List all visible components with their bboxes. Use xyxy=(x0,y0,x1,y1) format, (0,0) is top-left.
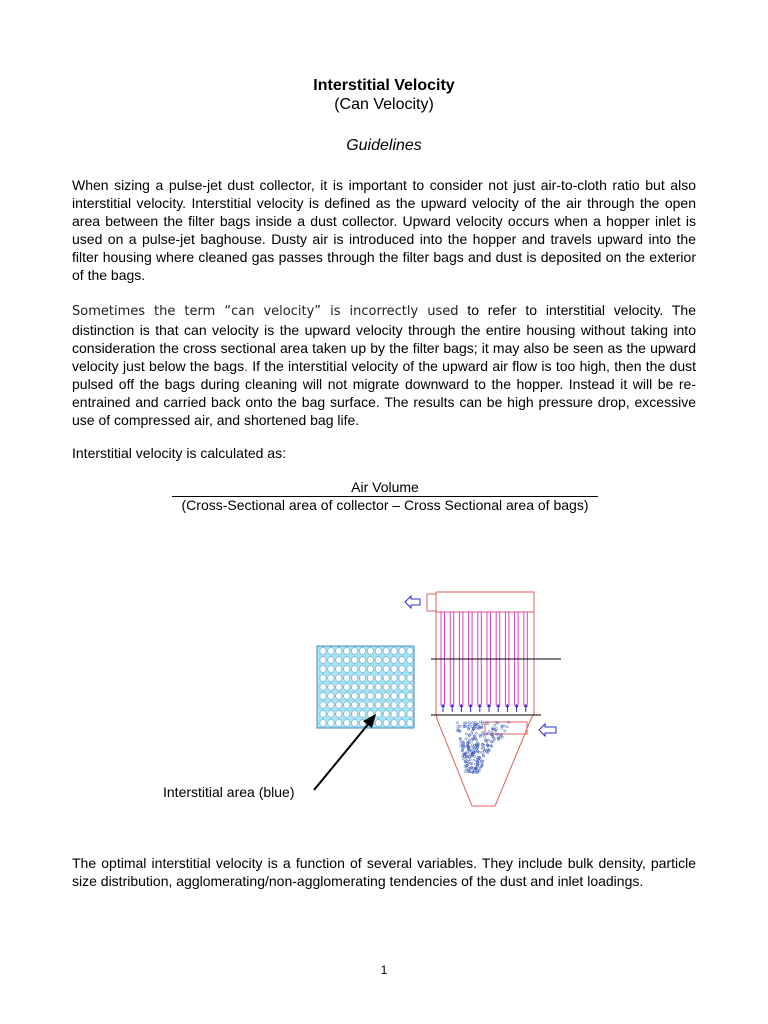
baghouse-schematic xyxy=(405,592,561,806)
bag-hole xyxy=(352,720,358,727)
bag-hole xyxy=(320,711,326,718)
bag-hole xyxy=(352,711,358,718)
dust-particle xyxy=(503,725,505,727)
bag-hole xyxy=(328,675,334,682)
bag-hole xyxy=(407,702,413,709)
dust-particle xyxy=(459,725,461,727)
bag-hole xyxy=(391,675,397,682)
bag-hole xyxy=(375,666,381,673)
dust-particle xyxy=(462,758,464,760)
bag-hole xyxy=(407,711,413,718)
bag-hole xyxy=(399,693,405,700)
bag-hole xyxy=(399,657,405,664)
bag-hole xyxy=(328,711,334,718)
page-number: 1 xyxy=(380,963,388,977)
bag-hole xyxy=(320,675,326,682)
bag-hole xyxy=(359,693,365,700)
bag-hole xyxy=(383,720,389,727)
dust-particle xyxy=(468,753,470,755)
bag-hole xyxy=(352,648,358,655)
bag-hole xyxy=(399,720,405,727)
bag-hole xyxy=(359,657,365,664)
bag-hole xyxy=(407,720,413,727)
bag-hole xyxy=(375,693,381,700)
dust-particle xyxy=(488,739,490,741)
bag-hole xyxy=(359,675,365,682)
dust-particle xyxy=(501,736,503,738)
dust-particle xyxy=(482,722,484,724)
dust-particle xyxy=(476,739,478,741)
bag-hole xyxy=(328,702,334,709)
bag-hole xyxy=(352,675,358,682)
bag-hole xyxy=(407,648,413,655)
bag-hole xyxy=(328,693,334,700)
bag-hole xyxy=(344,648,350,655)
dust-particle xyxy=(472,722,474,724)
bag-hole xyxy=(399,684,405,691)
bag-hole xyxy=(359,702,365,709)
bag-hole xyxy=(375,657,381,664)
formula-numerator: Air Volume xyxy=(172,479,598,497)
bag-hole xyxy=(407,693,413,700)
bag-hole xyxy=(352,702,358,709)
bag-hole xyxy=(375,702,381,709)
bag-hole xyxy=(383,702,389,709)
dust-particle xyxy=(457,725,459,727)
bag-hole xyxy=(367,693,373,700)
bag-hole xyxy=(407,675,413,682)
bag-hole xyxy=(359,684,365,691)
bag-hole xyxy=(391,684,397,691)
bag-hole xyxy=(399,675,405,682)
clean-air-outlet xyxy=(427,594,436,611)
dust-particle xyxy=(468,722,470,724)
dust-particle xyxy=(468,739,470,741)
page-title: Interstitial Velocity xyxy=(313,77,455,94)
bag-hole xyxy=(399,702,405,709)
bag-hole xyxy=(383,648,389,655)
can-velocity-phrase: Sometimes the term “can velocity” is incorrectly used xyxy=(72,304,459,319)
bag-hole xyxy=(320,657,326,664)
bag-hole xyxy=(399,648,405,655)
bag-hole xyxy=(336,702,342,709)
bag-hole xyxy=(352,666,358,673)
dust-particle xyxy=(463,722,465,724)
dust-particle xyxy=(471,733,473,735)
bag-hole xyxy=(352,693,358,700)
bag-hole xyxy=(375,684,381,691)
bag-hole xyxy=(344,720,350,727)
bag-hole xyxy=(367,648,373,655)
bag-hole xyxy=(359,711,365,718)
dust-particle xyxy=(475,732,477,734)
bag-hole xyxy=(367,666,373,673)
formula-denominator: (Cross-Sectional area of collector – Cross Sectional area of bags) xyxy=(181,497,589,513)
inlet-flow-arrow xyxy=(539,724,556,736)
paragraph-can-velocity-tail: If the interstitial velocity of the upward air flow is too high, then the dust pulsed off the bags during cleaning will not migrate downward to the hopper. Instead it will be re-entrained and carried back onto the bag surface. The results can be high pressure drop, excessive use of compressed air, and shortened bag life. xyxy=(72,358,696,428)
dust-particle xyxy=(469,724,471,726)
dust-particle xyxy=(460,745,462,747)
bag-hole xyxy=(399,666,405,673)
bag-hole xyxy=(367,684,373,691)
dust-particle xyxy=(475,763,477,765)
bag-hole xyxy=(328,657,334,664)
bag-hole xyxy=(344,693,350,700)
bag-hole xyxy=(336,666,342,673)
bag-hole xyxy=(352,684,358,691)
dust-particle xyxy=(484,735,486,737)
bag-hole xyxy=(320,666,326,673)
bag-hole xyxy=(336,711,342,718)
dust-particle xyxy=(465,738,467,740)
dust-pile xyxy=(456,721,510,774)
interstitial-grid xyxy=(317,646,414,728)
dust-particle xyxy=(466,768,468,770)
bag-hole xyxy=(336,720,342,727)
bag-hole xyxy=(383,666,389,673)
dust-particle xyxy=(488,731,490,733)
bag-hole xyxy=(399,711,405,718)
figure-caption: Interstitial area (blue) xyxy=(163,784,295,800)
bag-hole xyxy=(336,657,342,664)
bag-hole xyxy=(344,657,350,664)
bag-hole xyxy=(391,648,397,655)
paragraph-variables: The optimal interstitial velocity is a function of several variables. They include bulk density, particle size distribution, agglomerating/non-agglomerating tendencies of the dust and inlet loadings. xyxy=(72,855,696,889)
bag-hole xyxy=(336,684,342,691)
bag-hole xyxy=(320,720,326,727)
bag-hole xyxy=(391,666,397,673)
paragraph-intro: When sizing a pulse-jet dust collector, it is important to consider not just air-to-cloth ratio but also interstitial velocity. Interstitial velocity is defined as the upward velocity of the air through the open area between the filter bags inside a dust collector. Upward velocity occurs when a hopper inlet is used on a pulse-jet baghouse. Dusty air is introduced into the hopper and travels upward into the filter housing where cleaned gas passes through the filter bags and dust is deposited on the exterior of the bags. xyxy=(72,177,696,283)
bag-hole xyxy=(336,648,342,655)
bag-hole xyxy=(391,711,397,718)
bag-hole xyxy=(336,693,342,700)
dust-particle xyxy=(465,733,467,735)
dust-particle xyxy=(495,727,497,729)
dust-particle xyxy=(504,730,506,732)
dust-particle xyxy=(467,725,469,727)
dust-particle xyxy=(466,764,468,766)
bag-hole xyxy=(336,675,342,682)
red-period: . xyxy=(244,358,248,374)
dust-particle xyxy=(494,724,496,726)
bag-hole xyxy=(367,675,373,682)
bag-hole xyxy=(328,666,334,673)
page-subtitle: (Can Velocity) xyxy=(334,96,434,113)
bag-hole xyxy=(344,702,350,709)
dust-particle xyxy=(501,727,503,729)
bag-hole xyxy=(359,648,365,655)
bag-hole xyxy=(407,684,413,691)
bag-hole xyxy=(391,693,397,700)
bag-hole xyxy=(383,657,389,664)
bag-hole xyxy=(383,675,389,682)
bag-hole xyxy=(367,657,373,664)
bag-hole xyxy=(367,702,373,709)
bag-hole xyxy=(328,720,334,727)
bag-hole xyxy=(328,648,334,655)
dust-particle xyxy=(491,745,493,747)
bag-hole xyxy=(344,684,350,691)
paragraph-calculation: Interstitial velocity is calculated as: xyxy=(72,445,286,461)
bag-hole xyxy=(407,657,413,664)
bag-hole xyxy=(320,684,326,691)
dust-particle xyxy=(471,731,473,733)
dust-particle xyxy=(469,759,471,761)
dust-particle xyxy=(456,722,458,724)
bag-hole xyxy=(375,711,381,718)
bag-hole xyxy=(352,657,358,664)
bag-hole xyxy=(344,666,350,673)
bag-hole xyxy=(359,666,365,673)
bag-hole xyxy=(383,711,389,718)
bag-hole xyxy=(375,675,381,682)
bag-hole xyxy=(391,702,397,709)
bag-hole xyxy=(320,693,326,700)
dust-particle xyxy=(465,722,467,724)
bag-hole xyxy=(375,720,381,727)
bag-hole xyxy=(383,684,389,691)
bag-hole xyxy=(375,648,381,655)
dust-particle xyxy=(474,755,476,757)
bag-hole xyxy=(391,720,397,727)
bag-hole xyxy=(320,648,326,655)
bag-hole xyxy=(328,684,334,691)
bag-hole xyxy=(391,657,397,664)
outlet-flow-arrow xyxy=(405,596,420,608)
dust-particle xyxy=(473,759,475,761)
bag-hole xyxy=(344,711,350,718)
section-heading: Guidelines xyxy=(346,137,422,154)
dust-particle xyxy=(506,726,508,728)
bag-hole xyxy=(344,675,350,682)
paragraph-can-velocity-mid: to refer to interstitial velocity. The distinction is that can velocity is the upward velocity through the entire housing without taking into consideration the cross sectional area taken up by the filter bags; it may also be seen as the upward velocity just below the bags xyxy=(72,302,696,374)
bag-hole xyxy=(383,693,389,700)
bag-hole xyxy=(320,702,326,709)
bag-hole xyxy=(407,666,413,673)
dust-particle xyxy=(464,770,466,772)
